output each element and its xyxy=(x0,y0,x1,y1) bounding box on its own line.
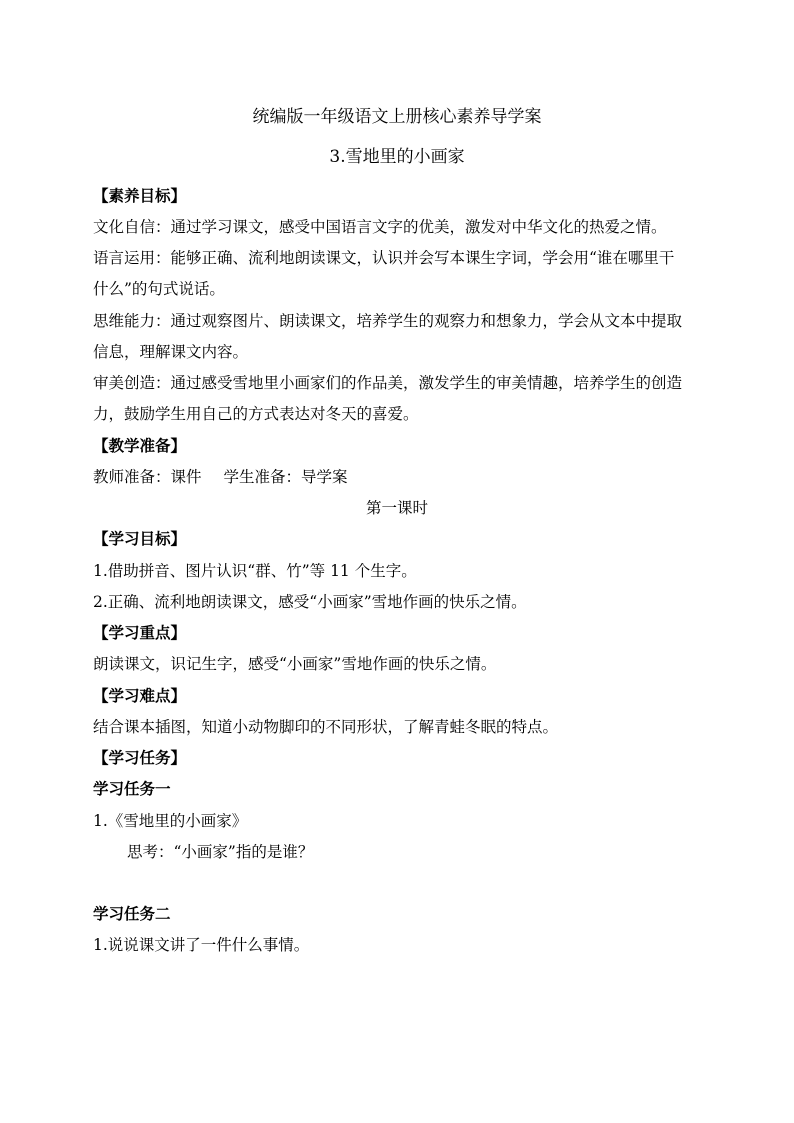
focus-text: 朗读课文，识记生字，感受“小画家”雪地作画的快乐之情。 xyxy=(93,655,497,673)
goal-culture: 文化自信：通过学习课文，感受中国语言文字的优美，激发对中华文化的热爱之情。 xyxy=(93,218,667,236)
task-1-question: 思考：“小画家”指的是谁？ xyxy=(127,843,314,861)
section-heading-goals: 【素养目标】 xyxy=(93,186,187,205)
goal-aesthetic-line-1: 审美创造：通过感受雪地里小画家们的作品美，激发学生的审美情趣，培养学生的创造 xyxy=(93,374,683,392)
section-heading-difficulty: 【学习难点】 xyxy=(93,686,187,705)
section-heading-objectives: 【学习目标】 xyxy=(93,529,187,548)
objective-1: 1.借助拼音、图片认识“群、竹”等 11 个生字。 xyxy=(93,562,417,580)
objective-2: 2.正确、流利地朗读课文，感受“小画家”雪地作画的快乐之情。 xyxy=(93,593,527,611)
section-heading-focus: 【学习重点】 xyxy=(93,623,187,642)
document-title: 统编版一年级语文上册核心素养导学案 xyxy=(252,107,542,127)
goal-language-line-1: 语言运用：能够正确、流利地朗读课文，认识并会写本课生字词，学会用“谁在哪里干 xyxy=(93,249,675,267)
task-1-title: 学习任务一 xyxy=(93,779,171,798)
prep-teacher: 教师准备：课件 xyxy=(93,468,202,486)
section-heading-tasks: 【学习任务】 xyxy=(93,748,187,767)
difficulty-text: 结合课本插图，知道小动物脚印的不同形状，了解青蛙冬眠的特点。 xyxy=(93,718,559,736)
task-1-item: 1.《雪地里的小画家》 xyxy=(93,812,248,830)
task-2-item: 1.说说课文讲了一件什么事情。 xyxy=(93,936,310,954)
lesson-title: 3.雪地里的小画家 xyxy=(329,147,465,167)
goal-language-line-2: 什么”的句式说话。 xyxy=(93,280,225,298)
section-heading-prep: 【教学准备】 xyxy=(93,436,187,455)
goal-aesthetic-line-2: 力，鼓励学生用自己的方式表达对冬天的喜爱。 xyxy=(93,405,419,423)
prep-line xyxy=(93,466,703,488)
goal-thinking-line-1: 思维能力：通过观察图片、朗读课文，培养学生的观察力和想象力，学会从文本中提取 xyxy=(93,312,683,330)
period-title: 第一课时 xyxy=(365,499,428,517)
goal-thinking-line-2: 信息，理解课文内容。 xyxy=(93,343,249,361)
task-2-title: 学习任务二 xyxy=(93,904,171,923)
prep-student: 学生准备：导学案 xyxy=(223,468,348,486)
